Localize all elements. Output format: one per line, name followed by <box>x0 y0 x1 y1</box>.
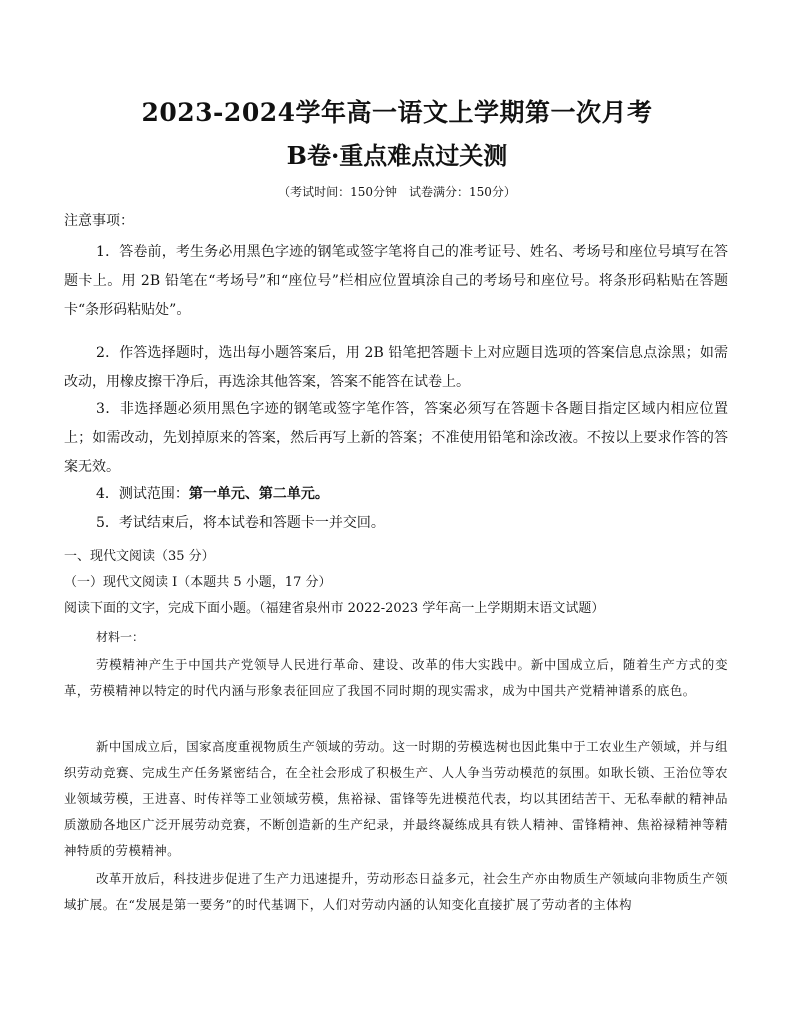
page-subtitle: B卷·重点难点过关测 <box>286 141 508 170</box>
notice-item-1: 1．答卷前，考生务必用黑色字迹的钢笔或签字笔将自己的准考证号、姓名、考场号和座位号填写在答题卡上。用 2B 铅笔在“考场号”和“座位号”栏相应位置填涂自己的考场号和座位号。将条形码粘贴在答题卡“条形码粘贴处”。 <box>64 244 728 318</box>
notice-item-4-prefix: 4．测试范围： <box>96 486 189 502</box>
subsection-heading: （一）现代文阅读 I（本题共 5 小题，17 分） <box>64 575 332 590</box>
notice-item-2: 2．作答选择题时，选出每小题答案后，用 2B 铅笔把答题卡上对应题目选项的答案信息点涂黑；如需改动，用橡皮擦干净后，再选涂其他答案，答案不能答在试卷上。 <box>64 345 728 390</box>
notice-item-3: 3．非选择题必须用黑色字迹的钢笔或签字笔作答，答案必须写在答题卡各题目指定区域内相应位置上；如需改动，先划掉原来的答案，然后再写上新的答案；不准使用铅笔和涂改液。不按以上要求作答的答案无效。 <box>64 401 728 475</box>
exam-info: （考试时间：150分钟 试卷满分：150分） <box>278 185 516 199</box>
reading-paragraph: 改革开放后，科技进步促进了生产力迅速提升，劳动形态日益多元，社会生产亦由物质生产领域向非物质生产领域扩展。在“发展是第一要务”的时代基调下，人们对劳动内涵的认知变化直接扩展了劳动者的主体构 <box>64 871 728 912</box>
reading-instruction: 阅读下面的文字，完成下面小题。（福建省泉州市 2022-2023 学年高一上学期期末语文试题） <box>64 601 605 616</box>
notice-item-4-scope: 第一单元、第二单元。 <box>188 486 329 502</box>
section-heading: 一、现代文阅读（35 分） <box>64 549 215 564</box>
notice-item-5: 5．考试结束后，将本试卷和答题卡一并交回。 <box>96 515 385 531</box>
page-title: 2023-2024学年高一语文上学期第一次月考 <box>141 98 653 127</box>
material-label: 材料一： <box>96 630 145 644</box>
reading-paragraph: 新中国成立后，国家高度重视物质生产领域的劳动。这一时期的劳模选树也因此集中于工农业生产领域，并与组织劳动竞赛、完成生产任务紧密结合，在全社会形成了积极生产、人人争当劳动模范的氛围。如耿长锁、王治位等农业领域劳模，王进喜、时传祥等工业领域劳模，焦裕禄、雷锋等先进模范代表，均以其团结苦干、无私奉献的精神品质激励各地区广泛开展劳动竞赛，不断创造新的生产纪录，并最终凝练成具有铁人精神、雷锋精神、焦裕禄精神等精神特质的劳模精神。 <box>64 739 728 858</box>
notice-item-4 <box>64 480 728 509</box>
notice-heading: 注意事项： <box>64 213 134 229</box>
reading-paragraph: 劳模精神产生于中国共产党领导人民进行革命、建设、改革的伟大实践中。新中国成立后，随着生产方式的变革，劳模精神以特定的时代内涵与形象表征回应了我国不同时期的现实需求，成为中国共产党精神谱系的底色。 <box>64 657 728 698</box>
